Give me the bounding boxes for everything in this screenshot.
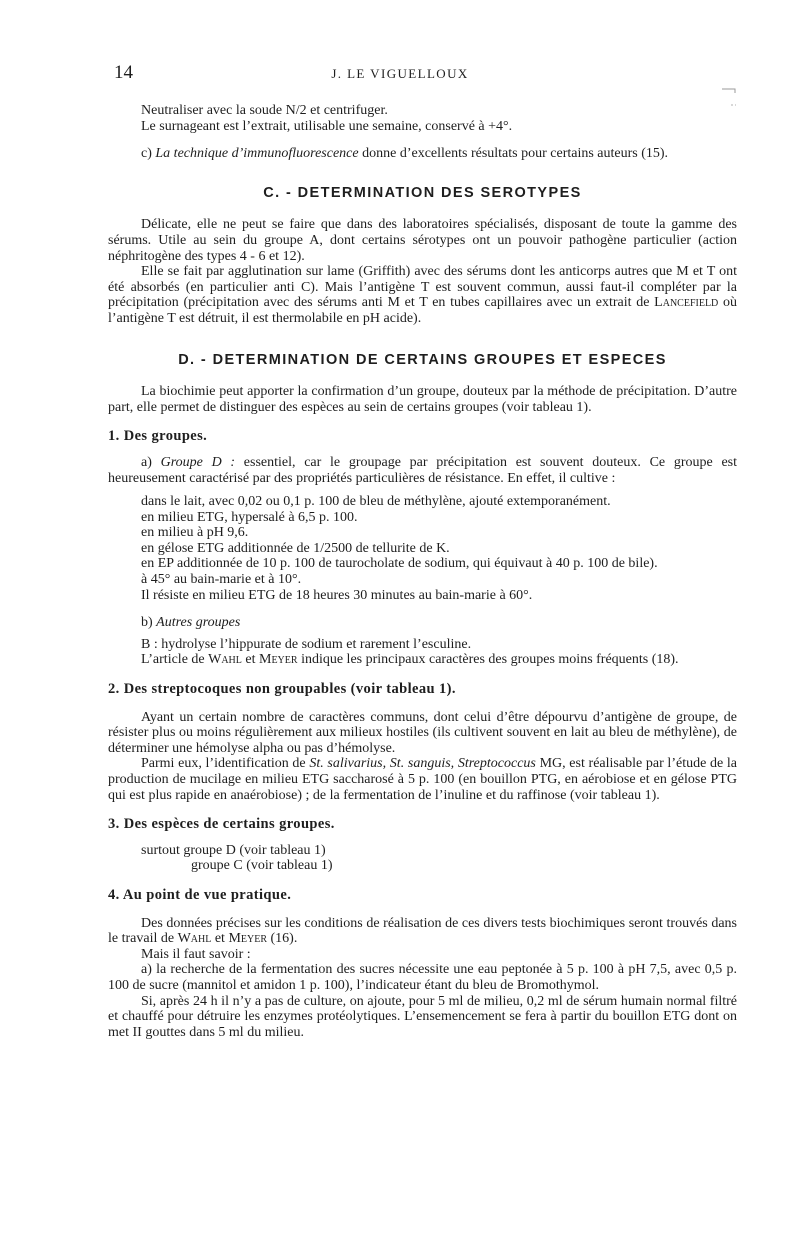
autres-groupes-title: Autres groupes (156, 615, 241, 631)
species-names: St. salivarius, St. sanguis, Streptococcus (309, 756, 536, 772)
section-c-paragraph-2: Elle se fait par agglutination sur lame (Griffith) avec des sérums dont les anticorps autres que M et T ont été absorbés (en particulier anti C). Mais l’antigène T est souvent commun, aussi faut-il compléter par la précipitation (précipitation avec des sérums anti M et T en tubes capillaires avec un extrait de Lancefield où l’antigène T est détruit, il est thermolabile en pH acide). (108, 264, 738, 326)
subsection-4-title: 4. Au point de vue pratique. (108, 886, 292, 903)
author-meyer: Meyer (228, 931, 268, 947)
author-meyer: Meyer (259, 652, 298, 668)
subsection-4-paragraph-3: a) la recherche de la fermentation des sucres nécessite une eau peptonée à 5 p. 100 à pH 7,5, avec 0,5 p. 100 de sucre (mannitol et amidon 1 p. 100), l’indicateur étant du bleu de Bromothymol. (108, 962, 737, 993)
subsection-3-line-1: surtout groupe D (voir tableau 1) (141, 842, 326, 858)
subsection-4-paragraph-1: Des données précises sur les conditions de réalisation de ces divers tests biochimiques seront trouvés dans le travail de Wahl et Meyer (16). (108, 915, 737, 947)
page-body (108, 103, 737, 1040)
subsection-1-title: 1. Des groupes. (108, 428, 208, 445)
intro-item-c-title: La technique d’immunofluorescence (155, 146, 359, 162)
intro-line-2: Le surnageant est l’extrait, utilisable une semaine, conservé à +4°. (141, 118, 513, 134)
section-c-title: C. - DETERMINATION DES SEROTYPES (263, 184, 582, 201)
subsection-4-paragraph-2: Mais il faut savoir : (141, 946, 251, 962)
subsection-2-title: 2. Des streptocoques non groupables (voir tableau 1). (108, 681, 456, 698)
subsection-3-title: 3. Des espèces de certains groupes. (108, 816, 335, 833)
author-wahl: Wahl (208, 652, 242, 668)
condition-item: à 45° au bain-marie et à 10°. (141, 572, 302, 588)
subsection-1-item-b-text-2: L’article de Wahl et Meyer indique les principaux caractères des groupes moins fréquents (18). (141, 652, 679, 668)
subsection-4-paragraph-4: Si, après 24 h il n’y a pas de culture, on ajoute, pour 5 ml de milieu, 0,2 ml de sérum humain normal filtré et chauffé pour détruire les enzymes protéolytiques. L’ensemencement se fera à partir du bouillon ETG dont on met II gouttes dans 5 ml du milieu. (108, 993, 737, 1040)
page-number: 14 (114, 62, 133, 83)
section-d-paragraph-1: La biochimie peut apporter la confirmation d’un groupe, douteux par la méthode de précipitation. D’autre part, elle permet de distinguer des espèces au sein de certains groupes (voir tableau 1). (108, 384, 737, 415)
running-title: J. LE VIGUELLOUX (331, 66, 469, 81)
condition-item: en milieu à pH 9,6. (141, 525, 249, 541)
subsection-2-paragraph-2: Parmi eux, l’identification de St. salivarius, St. sanguis, Streptococcus MG, est réalisable par l’étude de la production de mucilage en milieu ETG saccharosé à 5 p. 100 (en bouillon PTG, en aérobiose et en gélose PTG qui est plus rapide en anaérobiose) ; de la fermentation de l’inuline et du raffinose (voir tableau 1). (108, 756, 737, 803)
subsection-3-line-2: groupe C (voir tableau 1) (191, 858, 333, 874)
subsection-2-paragraph-1: Ayant un certain nombre de caractères communs, dont celui d’être dépourvu d’antigène de groupe, de résister plus ou moins régulièrement aux milieux hostiles (ils cultivent souvent en lait au bleu de méthylène), de déterminer une hémolyse alpha ou pas d’hémolyse. (108, 709, 737, 756)
author-wahl: Wahl (177, 931, 212, 947)
page-header (0, 62, 800, 92)
subsection-1-item-a: a) Groupe D : essentiel, car le groupage par précipitation est souvent douteux. Ce groupe est heureusement caractérisé par des propriétés particulières de résistance. En effet, il cultive : (108, 454, 737, 486)
subsection-3-list (108, 843, 737, 874)
condition-item: en milieu ETG, hypersalé à 6,5 p. 100. (141, 509, 358, 525)
intro-item-c: c) La technique d’immunofluorescence donne d’excellents résultats pour certains auteurs (15). (141, 146, 669, 162)
section-c-paragraph-1: Délicate, elle ne peut se faire que dans des laboratoires spécialisés, disposant de toute la gamme des sérums. Utile au sein du groupe A, dont certains sérotypes ont un pouvoir pathogène particulier (action néphritogène des types 4 - 6 et 12). (108, 217, 737, 264)
section-d-title: D. - DETERMINATION DE CERTAINS GROUPES ET ESPECES (178, 351, 667, 368)
condition-item: en gélose ETG additionnée de 1/2500 de tellurite de K. (141, 540, 450, 556)
intro-line-1: Neutraliser avec la soude N/2 et centrifuger. (141, 103, 388, 118)
subsection-1-item-b: b) Autres groupes (141, 615, 241, 631)
groupe-d-conditions-list (108, 494, 737, 603)
subsection-1-item-b-text-1: B : hydrolyse l’hippurate de sodium et rarement l’esculine. (141, 636, 472, 652)
condition-item: Il résiste en milieu ETG de 18 heures 30 minutes au bain-marie à 60°. (141, 587, 533, 603)
author-lancefield: Lancefield (654, 295, 719, 311)
groupe-d-title: Groupe D : (160, 454, 236, 470)
condition-item: dans le lait, avec 0,02 ou 0,1 p. 100 de bleu de méthylène, ajouté extemporanément. (141, 494, 611, 510)
condition-item: en EP additionnée de 10 p. 100 de taurocholate de sodium, qui équivaut à 40 p. 100 de bile). (141, 556, 658, 572)
